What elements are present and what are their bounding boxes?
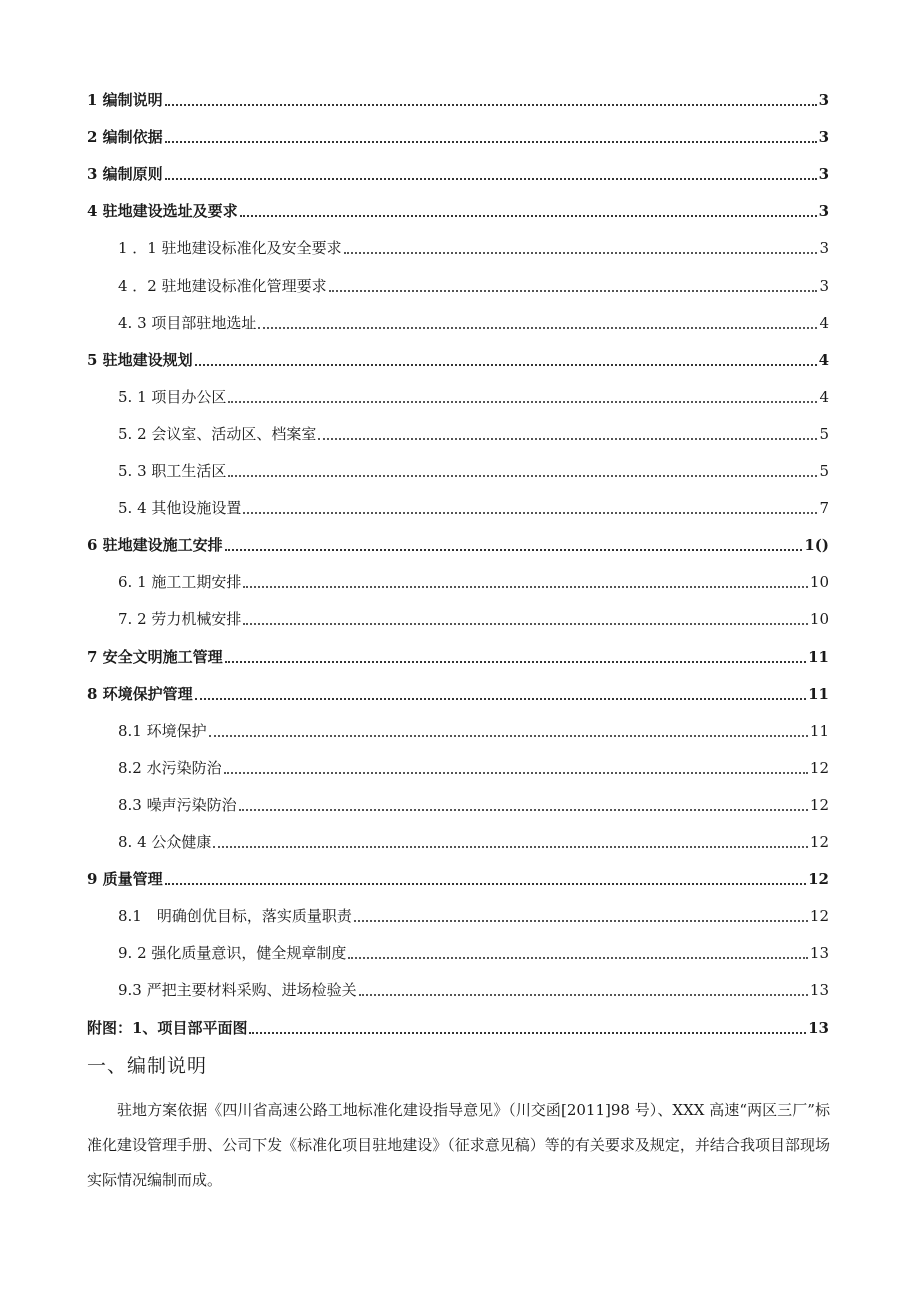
toc-dot-leader — [224, 771, 808, 774]
toc-entry-page-number: 4 — [818, 350, 829, 369]
toc-entry[interactable] — [87, 381, 829, 407]
toc-entry-title: 6. 1 施工工期安排 — [118, 573, 242, 592]
toc-entry[interactable] — [87, 232, 829, 258]
toc-entry[interactable] — [87, 974, 829, 1000]
toc-entry-title: 9.3 严把主要材料采购、进场检验关 — [118, 981, 357, 1000]
toc-entry-page-number: 10 — [809, 610, 829, 629]
toc-dot-leader — [359, 993, 808, 996]
toc-entry-title: 1 ．1 驻地建设标准化及安全要求 — [118, 239, 342, 258]
toc-entry-title: 5. 1 项目办公区 — [118, 387, 227, 406]
toc-entry[interactable] — [87, 641, 829, 667]
toc-dot-leader — [243, 511, 817, 514]
toc-entry-page-number: 1() — [804, 536, 829, 555]
toc-entry-title: 8 环境保护管理 — [87, 684, 193, 703]
toc-entry-title: 6 驻地建设施工安排 — [87, 536, 223, 555]
toc-entry-title: 8.1 明确创优目标，落实质量职责 — [118, 907, 352, 926]
toc-dot-leader — [329, 289, 818, 292]
toc-entry[interactable] — [87, 455, 829, 481]
toc-entry-page-number: 12 — [809, 795, 829, 814]
toc-entry[interactable] — [87, 529, 829, 555]
toc-entry[interactable] — [87, 752, 829, 778]
toc-entry-title: 8.3 噪声污染防治 — [118, 795, 237, 814]
toc-entry-page-number: 12 — [809, 758, 829, 777]
toc-entry-title: 8.2 水污染防治 — [118, 758, 222, 777]
toc-entry[interactable] — [87, 344, 829, 370]
toc-entry[interactable] — [87, 863, 829, 889]
toc-entry-page-number: 5 — [819, 462, 829, 480]
toc-entry-title: 7 安全文明施工管理 — [87, 647, 223, 666]
toc-entry[interactable] — [87, 84, 829, 110]
toc-dot-leader — [195, 697, 806, 700]
toc-entry[interactable] — [87, 307, 829, 333]
toc-dot-leader — [240, 214, 817, 217]
toc-entry[interactable] — [87, 566, 829, 592]
toc-entry-page-number: 4 — [819, 387, 829, 406]
toc-entry-page-number: 11 — [808, 647, 829, 666]
toc-entry-title: 3 编制原则 — [87, 165, 163, 184]
toc-entry-page-number: 5 — [819, 424, 829, 443]
toc-entry-page-number: 4 — [819, 313, 829, 332]
toc-dot-leader — [344, 251, 818, 254]
toc-entry-page-number: 13 — [808, 1018, 829, 1037]
toc-entry-page-number: 3 — [819, 276, 829, 295]
toc-entry-title: 9 质量管理 — [87, 870, 163, 889]
toc-dot-leader — [165, 177, 817, 180]
toc-dot-leader — [239, 808, 808, 811]
toc-entry[interactable] — [87, 195, 829, 221]
toc-entry-title: 8. 4 公众健康 — [118, 833, 212, 851]
toc-entry-title: 5. 3 职工生活区 — [118, 462, 227, 480]
toc-entry-title: 5. 2 会议室、活动区、档案室 — [118, 424, 317, 443]
toc-entry-page-number: 3 — [818, 165, 829, 184]
toc-entry[interactable] — [87, 937, 829, 963]
toc-dot-leader — [225, 660, 806, 663]
toc-entry[interactable] — [87, 158, 829, 184]
toc-dot-leader — [213, 845, 808, 848]
toc-dot-leader — [258, 326, 817, 329]
toc-entry[interactable] — [87, 826, 829, 852]
toc-entry[interactable] — [87, 121, 829, 147]
toc-dot-leader — [165, 140, 817, 143]
toc-dot-leader — [243, 622, 808, 625]
toc-entry-title: 4. 3 项目部驻地选址 — [118, 313, 257, 332]
toc-entry-title: 附图：1、项目部平面图 — [87, 1018, 248, 1037]
toc-entry-title: 5 驻地建设规划 — [87, 350, 193, 369]
toc-entry[interactable] — [87, 418, 829, 444]
toc-entry-page-number: 3 — [818, 202, 829, 221]
toc-entry-page-number: 12 — [809, 833, 829, 851]
toc-entry-title: 4 驻地建设选址及要求 — [87, 202, 238, 221]
toc-entry-title: 5. 4 其他设施设置 — [118, 499, 242, 518]
toc-dot-leader — [243, 585, 808, 588]
toc-dot-leader — [348, 956, 808, 959]
toc-entry[interactable] — [87, 492, 829, 518]
toc-dot-leader — [209, 734, 808, 737]
toc-entry-page-number: 13 — [809, 944, 829, 963]
toc-entry-page-number: 7 — [819, 499, 829, 518]
toc-entry[interactable] — [87, 270, 829, 296]
toc-entry-page-number: 11 — [809, 721, 829, 740]
toc-dot-leader — [165, 103, 817, 106]
toc-dot-leader — [165, 882, 806, 885]
toc-dot-leader — [228, 474, 817, 477]
toc-entry-title: 2 编制依据 — [87, 128, 163, 147]
toc-dot-leader — [249, 1031, 806, 1034]
toc-entry-page-number: 3 — [818, 91, 829, 109]
toc-entry-page-number: 13 — [809, 981, 829, 1000]
toc-dot-leader — [195, 363, 817, 366]
toc-entry[interactable] — [87, 1012, 829, 1038]
toc-entry-page-number: 11 — [808, 684, 829, 703]
toc-entry-title: 7. 2 劳力机械安排 — [118, 610, 242, 629]
section-heading: 一、编制说明 — [87, 1055, 208, 1077]
toc-entry-page-number: 12 — [809, 907, 829, 926]
toc-entry-page-number: 3 — [819, 239, 829, 258]
toc-entry-page-number: 3 — [818, 128, 829, 147]
toc-entry-title: 8.1 环境保护 — [118, 721, 207, 740]
toc-entry-title: 1 编制说明 — [87, 91, 163, 109]
toc-entry[interactable] — [87, 715, 829, 741]
toc-entry-title: 9. 2 强化质量意识，健全规章制度 — [118, 944, 347, 963]
toc-entry[interactable] — [87, 900, 829, 926]
toc-dot-leader — [354, 919, 808, 922]
toc-entry[interactable] — [87, 789, 829, 815]
toc-entry[interactable] — [87, 603, 829, 629]
toc-dot-leader — [318, 437, 817, 440]
body-paragraph: 驻地方案依据《四川省高速公路工地标准化建设指导意见》（川交函[2011]98 号）、XXX 高速“两区三厂”标准化建设管理手册、公司下发《标准化项目驻地建设》（征求意见稿）等的有关要求及规定，并结合我项目部现场实际情况编制而成。 — [87, 1101, 830, 1189]
toc-dot-leader — [228, 400, 817, 403]
toc-dot-leader — [225, 548, 803, 551]
toc-entry-title: 4 ．2 驻地建设标准化管理要求 — [118, 276, 327, 295]
toc-entry-page-number: 10 — [809, 573, 829, 592]
toc-entry[interactable] — [87, 678, 829, 704]
toc-entry-page-number: 12 — [808, 870, 829, 889]
